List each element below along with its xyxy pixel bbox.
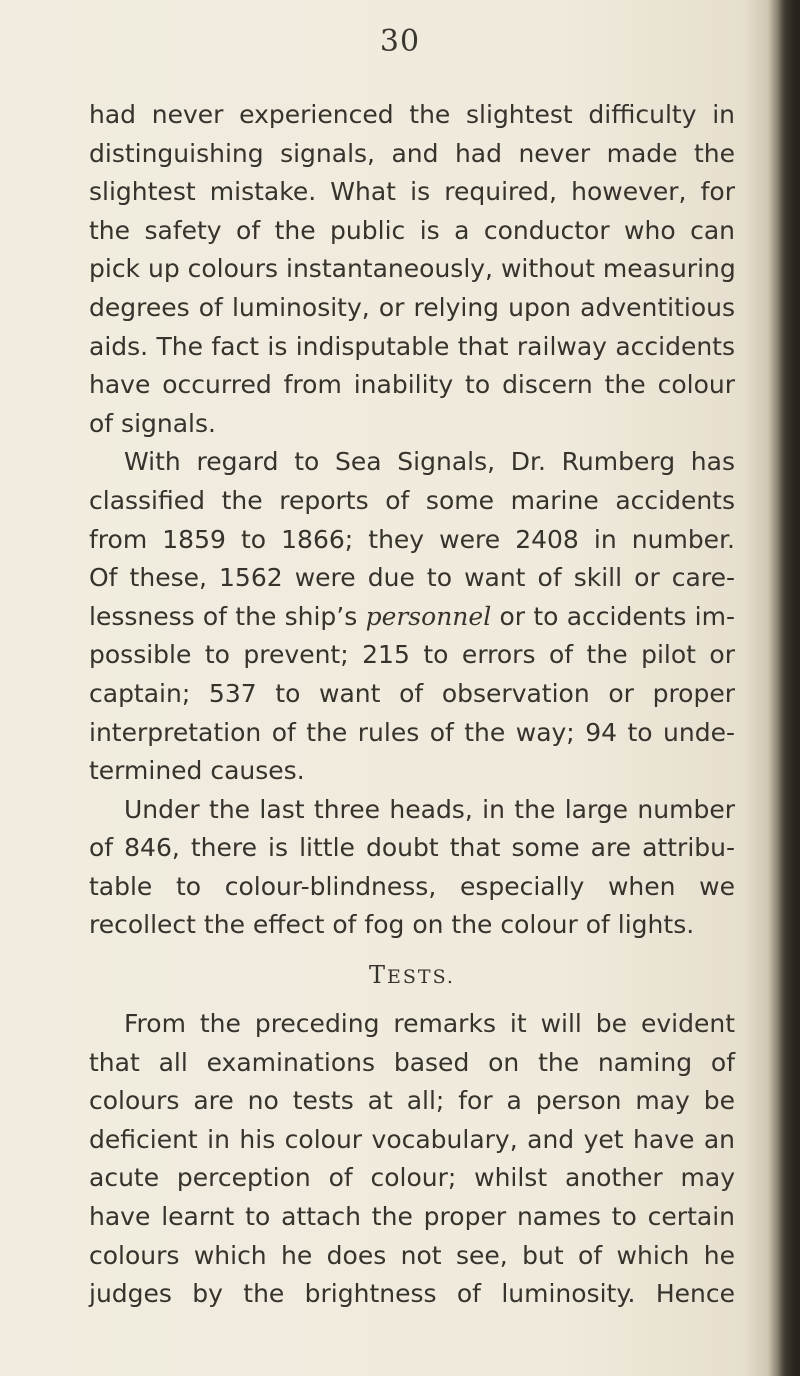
text-line: Under the last three heads, in the large number: [124, 794, 735, 824]
text-line: slightest mistake. What is required, however, for: [89, 177, 735, 207]
page-edge-shadow: [778, 0, 800, 1376]
text-line: recollect the effect of fog on the colour of lights.: [89, 910, 695, 940]
text-line: deficient in his colour vocabulary, and yet have an: [89, 1124, 735, 1154]
heading-rest: ESTS.: [387, 966, 455, 989]
paragraph-railway-signals: [89, 96, 735, 443]
text-segment: lessness of the ship’s: [89, 601, 366, 631]
text-line: With regard to Sea Signals, Dr. Rumberg has: [124, 447, 735, 477]
text-line: from 1859 to 1866; they were 2408 in number.: [89, 524, 735, 554]
text-line: the safety of the public is a conductor who can: [89, 215, 735, 245]
text-line: have learnt to attach the proper names to certain: [89, 1202, 735, 1232]
text-line: classified the reports of some marine accidents: [89, 485, 735, 515]
paragraph-colour-blindness: [89, 791, 735, 945]
text-line: colours are no tests at all; for a person may be: [89, 1086, 735, 1116]
paragraph-sea-signals: [89, 443, 735, 790]
paragraph-tests: [89, 1005, 735, 1314]
text-line: of signals.: [89, 408, 216, 438]
text-line: of 846, there is little doubt that some are attribu-: [89, 833, 735, 863]
text-line: possible to prevent; 215 to errors of the pilot or: [89, 640, 735, 670]
heading-initial: T: [369, 961, 388, 990]
text-line: acute perception of colour; whilst another may: [89, 1163, 735, 1193]
text-line: aids. The fact is indisputable that railway accidents: [89, 331, 735, 361]
section-heading: [89, 945, 735, 995]
text-line: interpretation of the rules of the way; 94 to unde-: [89, 717, 735, 747]
text-line: pick up colours instantaneously, without measuring: [89, 254, 736, 284]
page-number: 30: [379, 24, 421, 59]
text-line: judges by the brightness of luminosity. Hence: [89, 1279, 735, 1309]
text-line: that all examinations based on the naming of: [89, 1047, 735, 1077]
text-line: colours which he does not see, but of which he: [89, 1240, 735, 1270]
text-line: had never experienced the slightest difficulty in: [89, 100, 735, 129]
text-line: have occurred from inability to discern the colour: [89, 370, 735, 400]
text-segment: or to accidents im-: [491, 601, 735, 631]
text-line: [89, 598, 735, 637]
text-line: Of these, 1562 were due to want of skill or care-: [89, 563, 735, 593]
italic-term: personnel: [365, 601, 492, 631]
text-line: table to colour-blindness, especially when we: [89, 871, 735, 901]
text-line: termined causes.: [89, 756, 305, 786]
body-text: [89, 96, 735, 1314]
text-line: From the preceding remarks it will be evident: [124, 1009, 735, 1039]
text-line: degrees of luminosity, or relying upon adventitious: [89, 292, 735, 322]
text-line: captain; 537 to want of observation or proper: [89, 678, 735, 708]
text-line: distinguishing signals, and had never made the: [89, 138, 735, 168]
